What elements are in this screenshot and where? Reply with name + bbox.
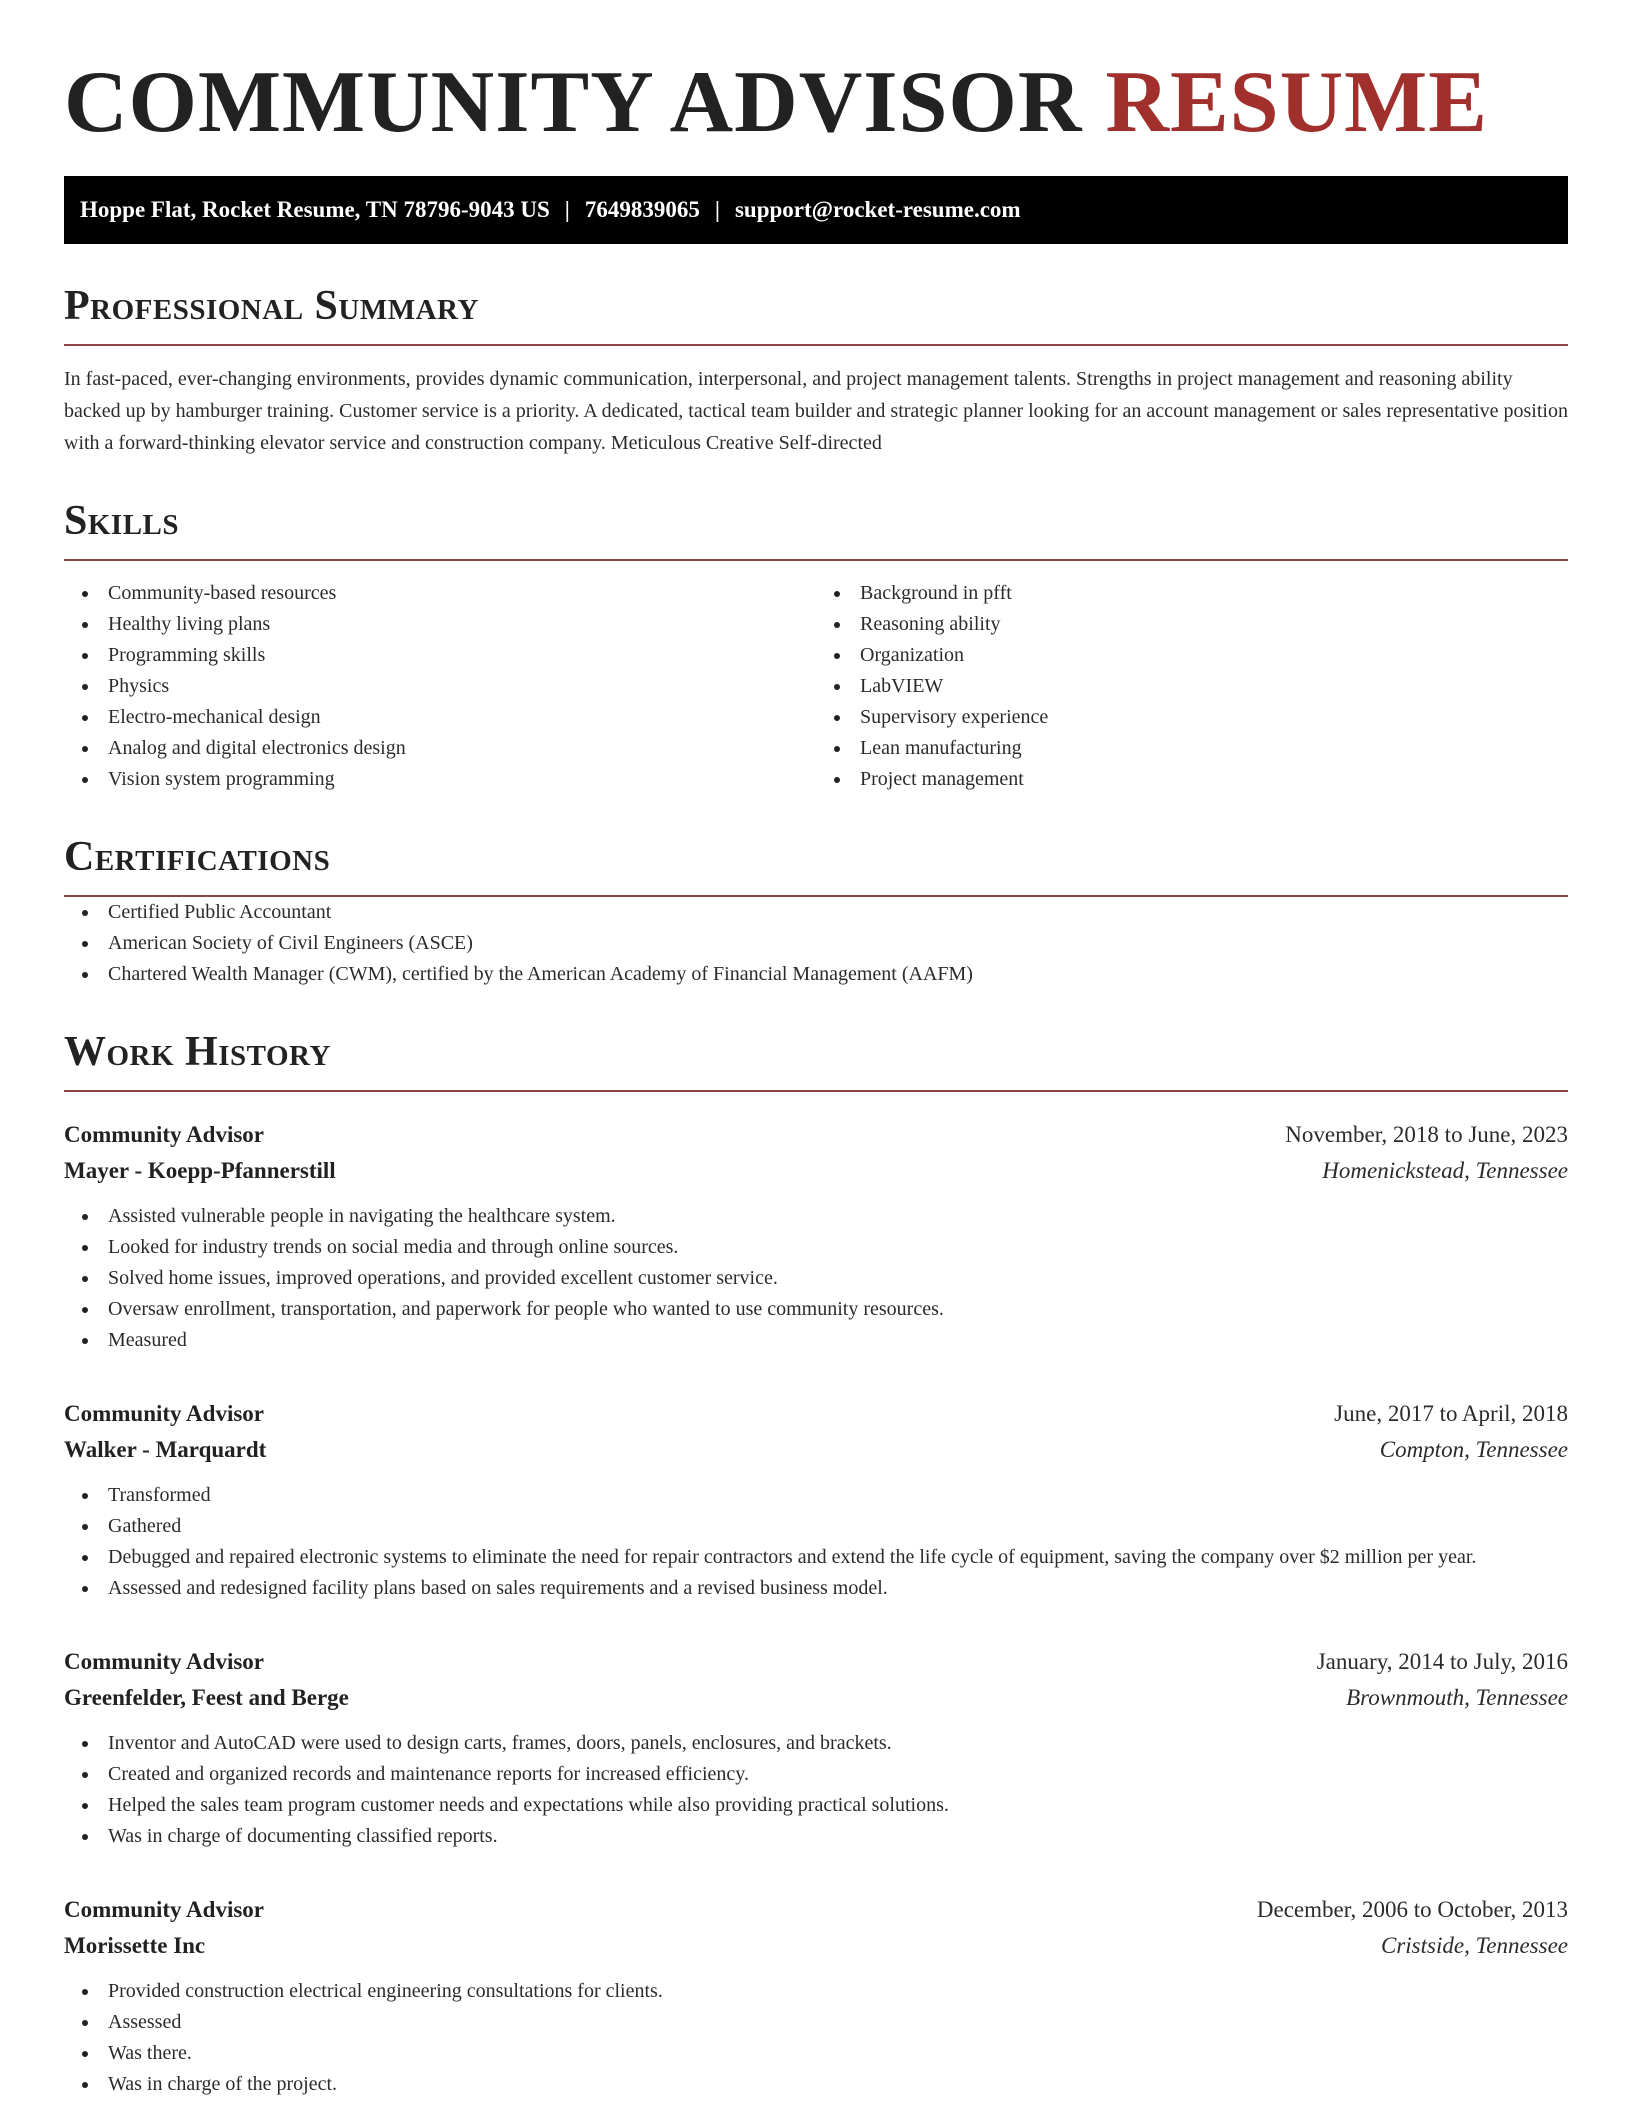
- job-location: Brownmouth, Tennessee: [1346, 1685, 1568, 1710]
- skill-item: Electro-mechanical design: [64, 702, 816, 733]
- job-duty: Was there.: [64, 2038, 1568, 2069]
- skill-item: Background in pfft: [816, 578, 1568, 609]
- certifications-list: [64, 897, 1568, 990]
- skills-list-left: [64, 578, 816, 795]
- job-company: Morissette Inc: [64, 1933, 206, 1958]
- contact-separator: |: [714, 197, 720, 222]
- work-history-heading: Work History: [64, 1028, 1568, 1092]
- job-title-row: [64, 1892, 1568, 1928]
- job-duties-list: [64, 1201, 1568, 1356]
- job-duty: Measured: [64, 1325, 1568, 1356]
- contact-separator: |: [564, 197, 570, 222]
- skills-heading: Skills: [64, 497, 1568, 561]
- certification-item: Chartered Wealth Manager (CWM), certified by the American Academy of Financial Management (AAFM): [64, 959, 1568, 990]
- job-title: Community Advisor: [64, 1649, 264, 1674]
- job-title: Community Advisor: [64, 1401, 264, 1426]
- skill-item: Lean manufacturing: [816, 733, 1568, 764]
- job-duty: Assisted vulnerable people in navigating the healthcare system.: [64, 1201, 1568, 1232]
- job-location: Compton, Tennessee: [1379, 1437, 1568, 1462]
- contact-phone: 7649839065: [584, 197, 700, 222]
- job-duty: Looked for industry trends on social media and through online sources.: [64, 1232, 1568, 1263]
- title-accent: RESUME: [1105, 54, 1488, 151]
- job-company-row: [64, 1928, 1568, 1964]
- skill-item: Project management: [816, 764, 1568, 795]
- job-duty: Was in charge of documenting classified reports.: [64, 1821, 1568, 1852]
- certifications-heading: Certifications: [64, 833, 1568, 897]
- job-dates: June, 2017 to April, 2018: [1334, 1401, 1568, 1426]
- job-company-row: [64, 1680, 1568, 1716]
- skill-item: Analog and digital electronics design: [64, 733, 816, 764]
- title-main: COMMUNITY ADVISOR: [64, 54, 1083, 151]
- certification-item: American Society of Civil Engineers (ASCE): [64, 928, 1568, 959]
- job-company: Greenfelder, Feest and Berge: [64, 1685, 349, 1710]
- job-duty: Oversaw enrollment, transportation, and paperwork for people who wanted to use community resources.: [64, 1294, 1568, 1325]
- skill-item: Community-based resources: [64, 578, 816, 609]
- job-company: Mayer - Koepp-Pfannerstill: [64, 1158, 336, 1183]
- summary-heading: Professional Summary: [64, 282, 1568, 346]
- job-duty: Transformed: [64, 1480, 1568, 1511]
- job-company-row: [64, 1432, 1568, 1468]
- skill-item: Reasoning ability: [816, 609, 1568, 640]
- job-duty: Was in charge of the project.: [64, 2069, 1568, 2100]
- skills-section: [64, 497, 1568, 795]
- job-dates: November, 2018 to June, 2023: [1285, 1122, 1568, 1147]
- contact-email: support@rocket-resume.com: [734, 197, 1021, 222]
- contact-bar: [64, 176, 1568, 244]
- skill-item: Programming skills: [64, 640, 816, 671]
- job-duty: Gathered: [64, 1511, 1568, 1542]
- job-title: Community Advisor: [64, 1897, 264, 1922]
- skill-item: Physics: [64, 671, 816, 702]
- summary-text: In fast-paced, ever-changing environments, provides dynamic communication, interpersonal, and project management talents. Strengths in project management and reasoning ability backed up by hamburger training. Customer service is a priority. A dedicated, tactical team builder and strategic planner looking for an account management or sales representative position with a forward-thinking elevator service and construction company. Meticulous Creative Self-directed: [64, 368, 1568, 454]
- job-duty: Assessed: [64, 2007, 1568, 2038]
- job-duty: Created and organized records and maintenance reports for increased efficiency.: [64, 1759, 1568, 1790]
- summary-section: [64, 282, 1568, 459]
- job-duty: Helped the sales team program customer needs and expectations while also providing practical solutions.: [64, 1790, 1568, 1821]
- job-duties-list: [64, 1976, 1568, 2100]
- skills-columns: [64, 578, 1568, 795]
- skill-item: LabVIEW: [816, 671, 1568, 702]
- job-title-row: [64, 1644, 1568, 1680]
- job-title-row: [64, 1396, 1568, 1432]
- job-dates: January, 2014 to July, 2016: [1316, 1649, 1568, 1674]
- skill-item: Healthy living plans: [64, 609, 816, 640]
- job-company: Walker - Marquardt: [64, 1437, 267, 1462]
- skills-list-right: [816, 578, 1568, 795]
- job-company-row: [64, 1153, 1568, 1189]
- job-location: Cristside, Tennessee: [1381, 1933, 1568, 1958]
- certification-item: Certified Public Accountant: [64, 897, 1568, 928]
- skill-item: Organization: [816, 640, 1568, 671]
- work-history-section: [64, 1028, 1568, 2100]
- job-duties-list: [64, 1480, 1568, 1604]
- job-duty: Solved home issues, improved operations, and provided excellent customer service.: [64, 1263, 1568, 1294]
- skill-item: Supervisory experience: [816, 702, 1568, 733]
- certifications-section: [64, 833, 1568, 990]
- job-entry: [64, 1644, 1568, 1852]
- resume-title: [64, 0, 1568, 176]
- job-duty: Debugged and repaired electronic systems to eliminate the need for repair contractors and extend the life cycle of equipment, saving the company over $2 million per year.: [64, 1542, 1568, 1573]
- job-duty: Assessed and redesigned facility plans based on sales requirements and a revised business model.: [64, 1573, 1568, 1604]
- job-dates: December, 2006 to October, 2013: [1256, 1897, 1568, 1922]
- job-entry: [64, 1892, 1568, 2100]
- job-duty: Provided construction electrical engineering consultations for clients.: [64, 1976, 1568, 2007]
- job-location: Homenickstead, Tennessee: [1322, 1158, 1568, 1183]
- job-title: Community Advisor: [64, 1122, 264, 1147]
- job-entry: [64, 1117, 1568, 1356]
- job-duty: Inventor and AutoCAD were used to design carts, frames, doors, panels, enclosures, and brackets.: [64, 1728, 1568, 1759]
- job-duties-list: [64, 1728, 1568, 1852]
- job-title-row: [64, 1117, 1568, 1153]
- contact-address: Hoppe Flat, Rocket Resume, TN 78796-9043 US: [80, 197, 550, 222]
- skill-item: Vision system programming: [64, 764, 816, 795]
- job-entry: [64, 1396, 1568, 1604]
